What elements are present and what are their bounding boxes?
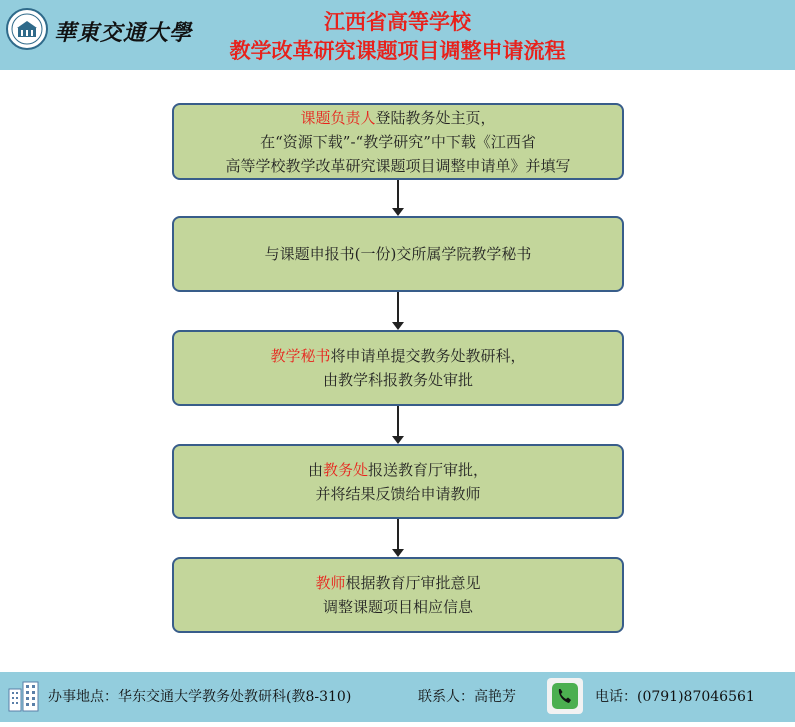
flow-step-5-line2: 调整课题项目相应信息 [322,598,473,616]
university-name-logo: 華東交通大學 [54,20,193,46]
flow-step-3-role: 教学秘书 [270,347,331,365]
contact-person: 联系人：高艳芳 [418,689,516,705]
flow-step-3-text1: 将申请单提交教务处教研科， [330,347,526,365]
flow-arrowhead-4 [392,549,404,557]
flow-step-3-line2: 由教学科报教务处审批 [322,371,473,389]
phone-number: 电话：(0791)87046561 [595,689,755,705]
flow-step-1-role: 课题负责人 [300,108,376,127]
flow-step-5-role: 教师 [315,574,346,592]
flow-arrow-2 [397,292,399,322]
flow-step-1 [172,103,624,180]
office-location: 办事地点：华东交通大学教务处教研科(教8-310) [48,689,352,705]
flow-arrow-4 [397,519,399,549]
flow-step-4 [172,444,624,519]
flow-step-1-line3: 高等学校教学改革研究课题项目调整申请单》并填写 [225,156,571,175]
flow-step-4-role: 教务处 [322,460,368,479]
flow-step-3 [172,330,624,406]
page-title-line1: 江西省高等学校 [324,10,471,34]
flow-step-5 [172,557,624,633]
flow-step-4-line2: 并将结果反馈给申请教师 [315,484,481,503]
flow-step-3-line1 [174,344,622,368]
page-title-line2: 教学改革研究课题项目调整申请流程 [229,39,566,63]
flow-step-4-line1 [174,458,622,482]
building-icon [7,679,41,713]
flow-step-2 [172,216,624,292]
flow-arrow-1 [397,180,399,208]
flow-step-2-line1: 与课题申报书(一份)交所属学院教学秘书 [264,245,532,263]
flow-arrow-3 [397,406,399,436]
flow-arrowhead-2 [392,322,404,330]
flow-step-1-line2: 在“资源下载”-“教学研究”中下载《江西省 [260,132,536,151]
header-bar [0,0,795,70]
flow-step-1-text1: 登陆教务处主页， [375,108,496,127]
flow-step-5-text1: 根据教育厅审批意见 [345,574,481,592]
flow-step-1-line1 [174,106,622,130]
flow-step-4-text1: 报送教育厅审批， [368,460,489,479]
flow-step-5-line1 [174,571,622,595]
phone-icon [547,678,583,714]
footer-bar [0,672,795,722]
flow-arrowhead-3 [392,436,404,444]
flow-step-4-prefix: 由 [307,460,323,479]
flow-arrowhead-1 [392,208,404,216]
